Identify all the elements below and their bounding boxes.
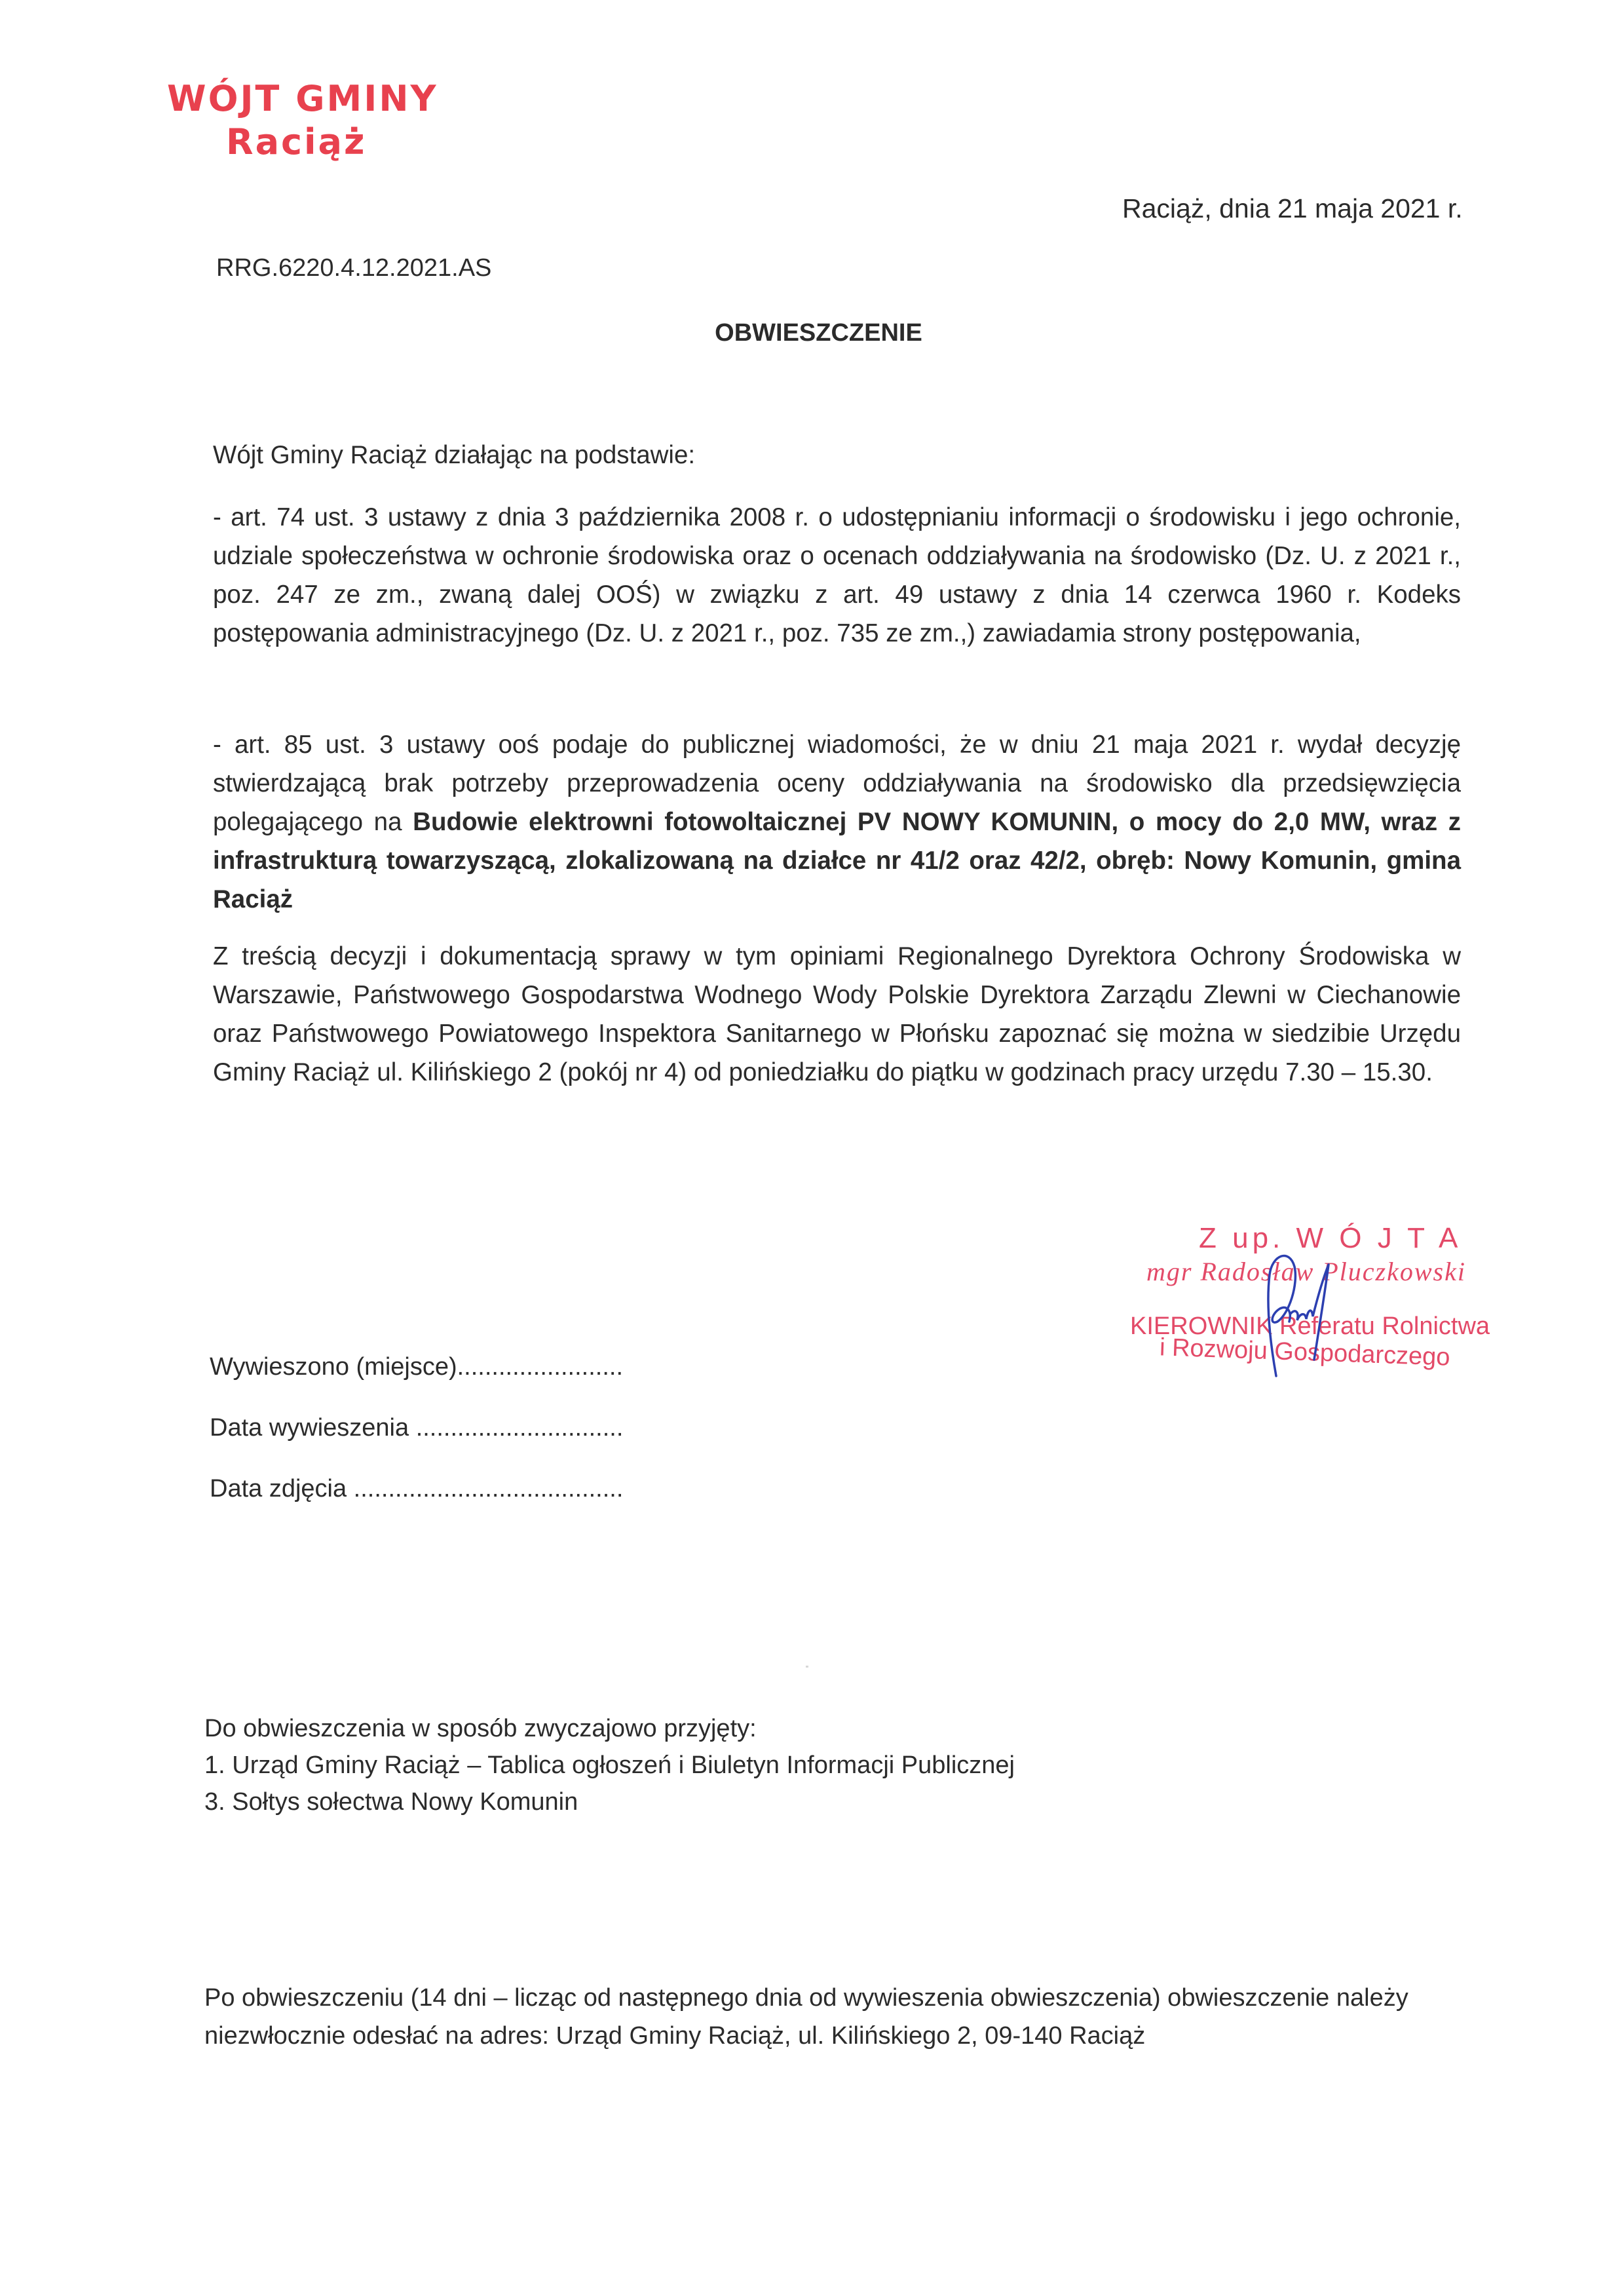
project-description: Budowie elektrowni fotowoltaicznej PV NOWY KOMUNIN, o mocy do 2,0 MW, wraz z infrastrukturą towarzyszącą, zlokalizowaną na działce nr 41/2 oraz 42/2, obręb: Nowy Komunin, gmina Raciąż (213, 808, 1462, 913)
signature-stamp-authority: Z up. W Ó J T A (1199, 1222, 1462, 1254)
paragraph-documentation: Z treścią decyzji i dokumentacją sprawy w tym opiniami Regionalnego Dyrektora Ochrony Środowiska w Warszawie, Państwowego Gospodarstwa Wodnego Wody Polskie Dyrektora Zarządu Zlewni w Ciechanowie oraz Państwowego Powiatowego Inspektora Sanitarnego w Płońsku zapoznać się można w siedzibie Urzędu Gminy Raciąż ul. Kilińskiego 2 (pokój nr 4) od poniedziałku do piątku w godzinach pracy urzędu 7.30 – 15.30. (213, 942, 1461, 1086)
place-date: Raciąż, dnia 21 maja 2021 r. (1122, 193, 1463, 223)
posted-date-field: Data wywieszenia .............................. (210, 1414, 624, 1442)
reference-number: RRG.6220.4.12.2021.AS (216, 254, 492, 282)
decision-text: - art. 85 ust. 3 ustawy ooś podaje do publicznej wiadomości, że w dniu 21 maja 2021 r. wydał decyzję stwierdzającą brak potrzeby przeprowadzenia oceny oddziaływania na środowisko dla przedsięwzięcia polegającego na (213, 731, 1461, 836)
signature-stamp-department: i Rozwoju Gospodarczego (1159, 1333, 1451, 1371)
document-title: OBWIESZCZENIE (715, 319, 922, 347)
posting-fields (210, 1337, 623, 1520)
signature-stamp-name: mgr Radosław Pluczkowski (1146, 1257, 1466, 1286)
footer-note: Po obwieszczeniu (14 dni – licząc od następnego dnia od wywieszenia obwieszczenia) obwieszczenie należy niezwłocznie odesłać na adres: Urząd Gminy Raciąż, ul. Kilińskiego 2, 09-140 Raciąż (204, 1984, 1408, 2050)
distribution-heading: Do obwieszczenia w sposób zwyczajowo przyjęty: (204, 1715, 757, 1742)
scan-artifact (806, 1666, 808, 1668)
intro-line: Wójt Gminy Raciąż działając na podstawie: (213, 441, 696, 469)
paragraph-legal-basis: - art. 74 ust. 3 ustawy z dnia 3 października 2008 r. o udostępnianiu informacji o środowisku i jego ochronie, udziale społeczeństwa w ochronie środowiska oraz o ocenach oddziaływania na środowisko (Dz. U. z 2021 r., poz. 247 ze zm., zwaną dalej OOŚ) w związku z art. 49 ustawy z dnia 14 czerwca 1960 r. Kodeks postępowania administracyjnego (Dz. U. z 2021 r., poz. 735 ze zm.,) zawiadamia strony postępowania, (213, 503, 1461, 647)
signature-stamp-position: KIEROWNIK Referatu Rolnictwa (1130, 1312, 1490, 1340)
signature-stamp (1114, 1215, 1507, 1379)
paragraph-decision (213, 725, 1461, 919)
header-stamp-title: WÓJT GMINY (167, 78, 438, 119)
header-stamp-place: Raciąż (226, 121, 367, 163)
handwritten-signature-icon (1251, 1248, 1343, 1379)
header-stamp (167, 77, 438, 164)
removal-date-field: Data zdjęcia ....................................... (210, 1475, 624, 1502)
distribution-item: 1. Urząd Gminy Raciąż – Tablica ogłoszeń i Biuletyn Informacji Publicznej (204, 1751, 1015, 1779)
posted-location-field: Wywieszono (miejsce)........................ (210, 1353, 624, 1381)
distribution-item: 3. Sołtys sołectwa Nowy Komunin (204, 1788, 578, 1816)
distribution-list (204, 1710, 1015, 1820)
